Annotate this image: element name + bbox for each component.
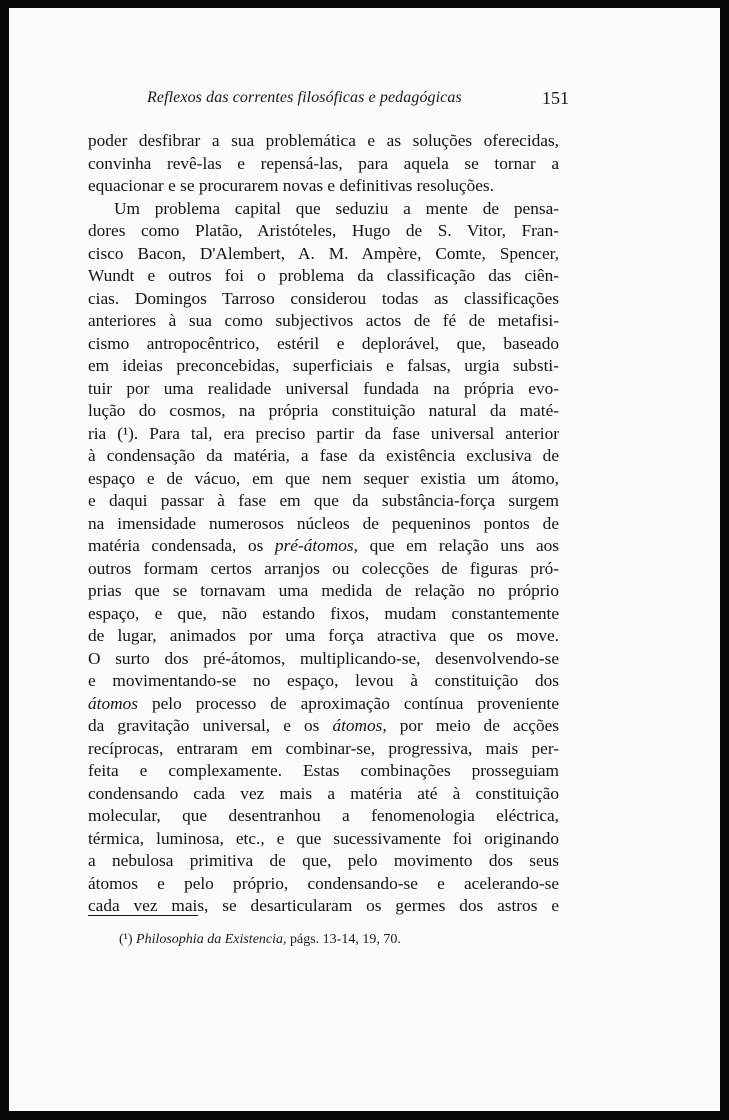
text-segment: por meio de acções bbox=[386, 716, 559, 735]
text-line: ria (¹). Para tal, era preciso partir da fase universal anterior bbox=[88, 423, 559, 443]
text-line: em ideias preconcebidas, superficiais e falsas, urgia substi- bbox=[88, 356, 559, 375]
running-header bbox=[147, 89, 569, 113]
page-number: 151 bbox=[542, 88, 569, 108]
text-line bbox=[88, 715, 559, 738]
text-segment: matéria condensada, os bbox=[88, 536, 275, 555]
text-line: lução do cosmos, na própria constituição natural da maté- bbox=[88, 401, 559, 420]
text-line: à condensação da matéria, a fase da existência exclusiva de bbox=[88, 446, 559, 465]
text-line: átomos e pelo próprio, condensando-se e acelerando-se bbox=[88, 873, 559, 893]
text-line: e daqui passar à fase em que da substância-força surgem bbox=[88, 491, 559, 510]
text-line: anteriores à sua como subjectivos actos de fé de metafisi- bbox=[88, 311, 559, 330]
italic-term: pré-átomos, bbox=[274, 536, 358, 555]
text-line: cismo antropocêntrico, estéril e deplorável, que, baseado bbox=[88, 333, 559, 353]
text-line: cisco Bacon, D'Alembert, A. M. Ampère, Comte, Spencer, bbox=[88, 243, 559, 263]
text-line: dores como Platão, Aristóteles, Hugo de S. Vitor, Fran- bbox=[88, 221, 559, 240]
text-line: outros formam certos arranjos ou colecções de figuras pró- bbox=[88, 558, 559, 578]
text-line: prias que se tornavam uma medida de relação no próprio bbox=[88, 581, 559, 600]
footnote bbox=[119, 932, 401, 948]
text-line: e movimentando-se no espaço, levou à constituição dos bbox=[88, 671, 559, 690]
text-line: poder desfibrar a sua problemática e as soluções oferecidas, bbox=[88, 131, 559, 150]
text-line: a nebulosa primitiva de que, pelo movimento dos seus bbox=[88, 851, 559, 870]
footnote-marker: (¹) bbox=[119, 932, 133, 947]
text-line: Um problema capital que seduziu a mente de pensa- bbox=[114, 198, 559, 218]
footnote-rule bbox=[88, 915, 198, 916]
text-line: espaço e de vácuo, em que nem sequer existia um átomo, bbox=[88, 468, 559, 488]
text-line: térmica, luminosa, etc., e que sucessivamente foi originando bbox=[88, 828, 559, 848]
text-segment: que em relação uns aos bbox=[357, 536, 559, 555]
text-line: condensando cada vez mais a matéria até à constituição bbox=[88, 783, 559, 803]
footnote-pages: págs. 13-14, 19, 70. bbox=[290, 932, 401, 947]
text-line: O surto dos pré-átomos, multiplicando-se, desenvolvendo-se bbox=[88, 648, 559, 668]
text-line: cada vez mais, se desarticularam os germes dos astros e bbox=[88, 896, 559, 915]
text-line: Wundt e outros foi o problema da classificação das ciên- bbox=[88, 266, 559, 285]
text-segment: da gravitação universal, e os bbox=[88, 716, 333, 735]
text-line: na imensidade numerosos núcleos de pequeninos pontos de bbox=[88, 513, 559, 533]
running-title: Reflexos das correntes filosóficas e pedagógicas bbox=[147, 89, 462, 106]
text-line: feita e complexamente. Estas combinações prosseguiam bbox=[88, 761, 559, 780]
italic-term: átomos bbox=[88, 693, 138, 713]
text-line: convinha revê-las e repensá-las, para aquela se tornar a bbox=[88, 153, 559, 173]
text-line: cias. Domingos Tarroso considerou todas as classificações bbox=[88, 288, 559, 308]
text-line: tuir por uma realidade universal fundada na própria evo- bbox=[88, 378, 559, 398]
footnote-title: Philosophia da Existencia, bbox=[136, 932, 287, 947]
text-line: molecular, que desentranhou a fenomenologia eléctrica, bbox=[88, 806, 559, 825]
text-line bbox=[88, 535, 559, 558]
text-line: espaço, e que, não estando fixos, mudam constantemente bbox=[88, 603, 559, 623]
body-text bbox=[88, 130, 559, 918]
text-line: de lugar, animados por uma força atractiva que os move. bbox=[88, 626, 559, 645]
text-line bbox=[88, 693, 559, 716]
text-line: equacionar e se procurarem novas e definitivas resoluções. bbox=[88, 176, 494, 195]
italic-term: átomos, bbox=[332, 716, 387, 735]
text-line: recíprocas, entraram em combinar-se, progressiva, mais per- bbox=[88, 738, 559, 758]
text-segment: pelo processo de aproximação contínua proveniente bbox=[137, 693, 559, 713]
